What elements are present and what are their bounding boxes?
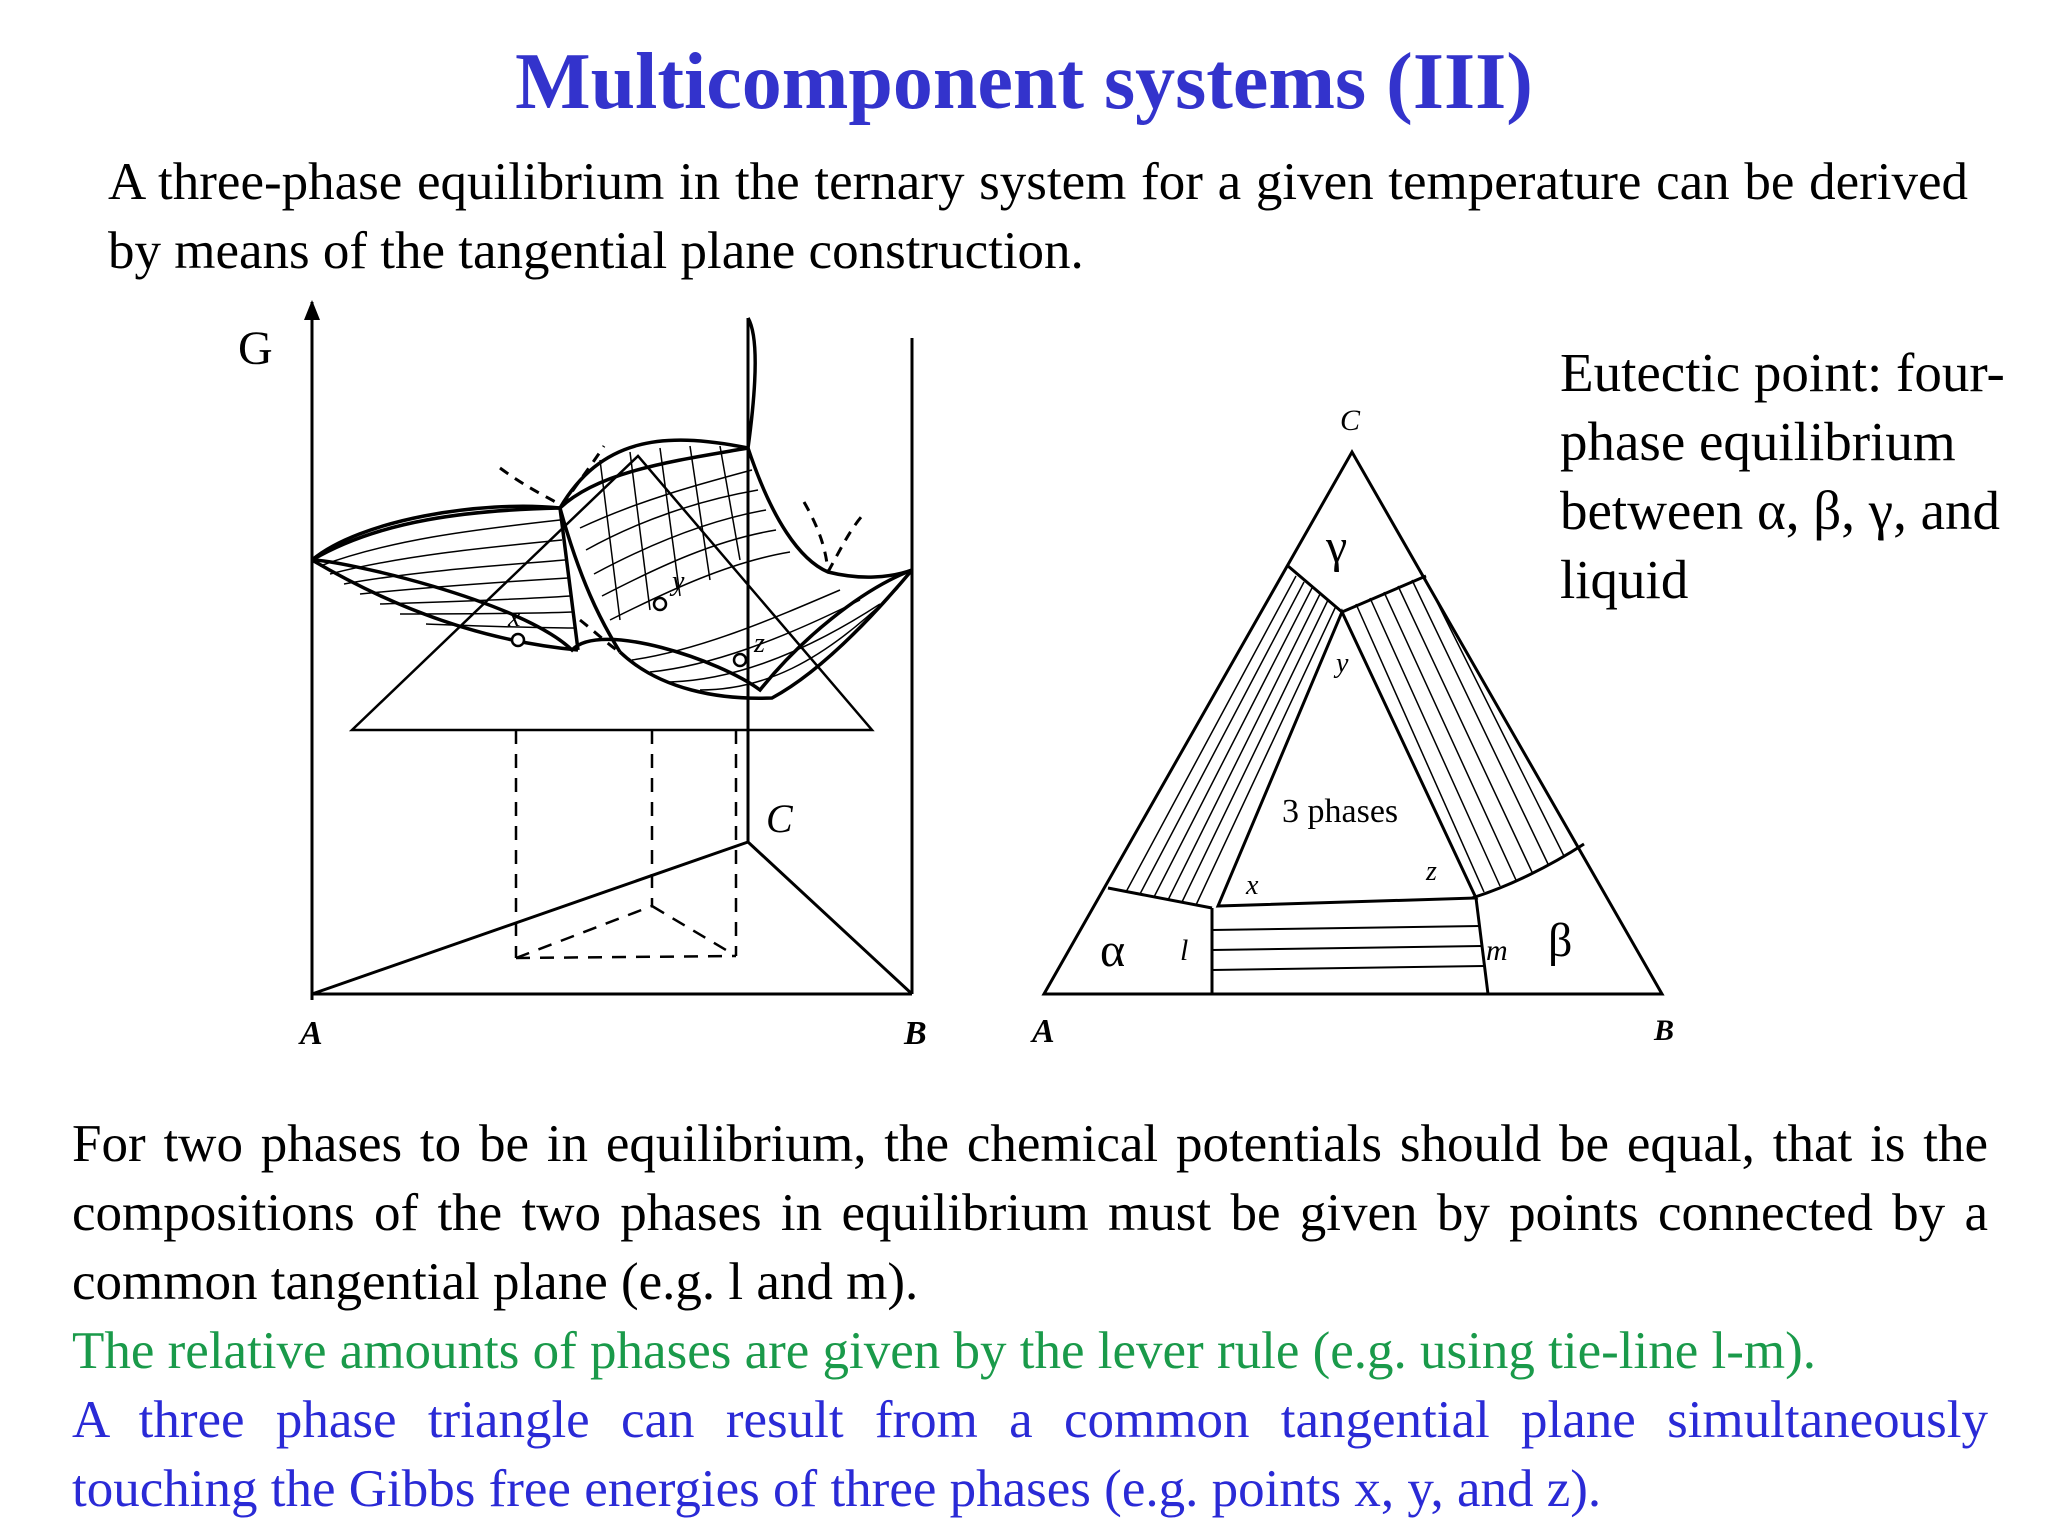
left-figure-labels (238, 322, 927, 1052)
point-z-label: z (1426, 856, 1437, 887)
left-point-x-label: x (508, 602, 521, 633)
right-corner-c: C (1340, 404, 1361, 437)
phase-gamma-label: γ (1326, 520, 1348, 573)
left-3d-diagram (304, 300, 912, 1000)
three-phase-sentence: A three phase triangle can result from a common tangential plane simultaneously touching the Gibbs free energies of three phases (e.g. points x, y, and z). (72, 1391, 1988, 1518)
left-corner-a: A (300, 1015, 323, 1052)
point-x-marker (512, 634, 524, 646)
right-corner-a: A (1032, 1013, 1055, 1050)
point-z-marker (734, 654, 746, 666)
eutectic-note: Eutectic point: four-phase equilibrium between α, β, γ, and liquid (1560, 342, 2005, 610)
beta-boundary (1472, 844, 1584, 898)
left-corner-b: B (904, 1015, 927, 1052)
point-y-label: y (1336, 648, 1349, 679)
point-l-label: l (1180, 934, 1189, 967)
base-edge-cb (748, 842, 912, 994)
point-m-label: m (1486, 934, 1508, 967)
dashed-arcs (500, 446, 862, 652)
phase-alpha-label: α (1100, 924, 1126, 977)
phase-beta-label: β (1548, 914, 1573, 967)
equilibrium-paragraph: For two phases to be in equilibrium, the chemical potentials should be equal, that is the compositions of the two phases in equilibrium must be given by points connected by a common tangential plane (e.g. l and m). (72, 1115, 1988, 1311)
right-corner-b: B (1654, 1014, 1675, 1047)
lever-rule-sentence: The relative amounts of phases are given by the lever rule (e.g. using tie-line l-m). (72, 1322, 1816, 1380)
intro-paragraph: A three-phase equilibrium in the ternary system for a given temperature can be derived by means of the tangential plane construction. (108, 153, 1968, 280)
three-phases-label: 3 phases (1282, 793, 1399, 830)
page-title: Multicomponent systems (III) (515, 38, 1533, 126)
right-figure-labels (1030, 404, 1674, 1050)
lm-tie-lines (1212, 926, 1484, 970)
ternary-outline (1044, 452, 1662, 994)
alpha-gamma-tie-lines (1126, 576, 1336, 905)
point-x-label: x (1246, 870, 1259, 901)
left-point-z-label: z (754, 628, 765, 659)
gamma-beta-tie-lines (1356, 576, 1564, 892)
right-ternary-diagram (1044, 452, 1662, 994)
base-edge-ac (312, 842, 748, 994)
gibbs-bowls (312, 318, 912, 698)
left-point-y-label: y (672, 566, 685, 597)
projection-dashes (516, 730, 736, 958)
g-axis-label: G (238, 322, 273, 375)
point-y-marker (654, 598, 666, 610)
left-corner-c: C (766, 796, 793, 841)
tangent-plane-triangle (352, 456, 872, 730)
g-axis-arrow-icon (304, 300, 320, 320)
bottom-text (72, 1110, 1988, 1524)
